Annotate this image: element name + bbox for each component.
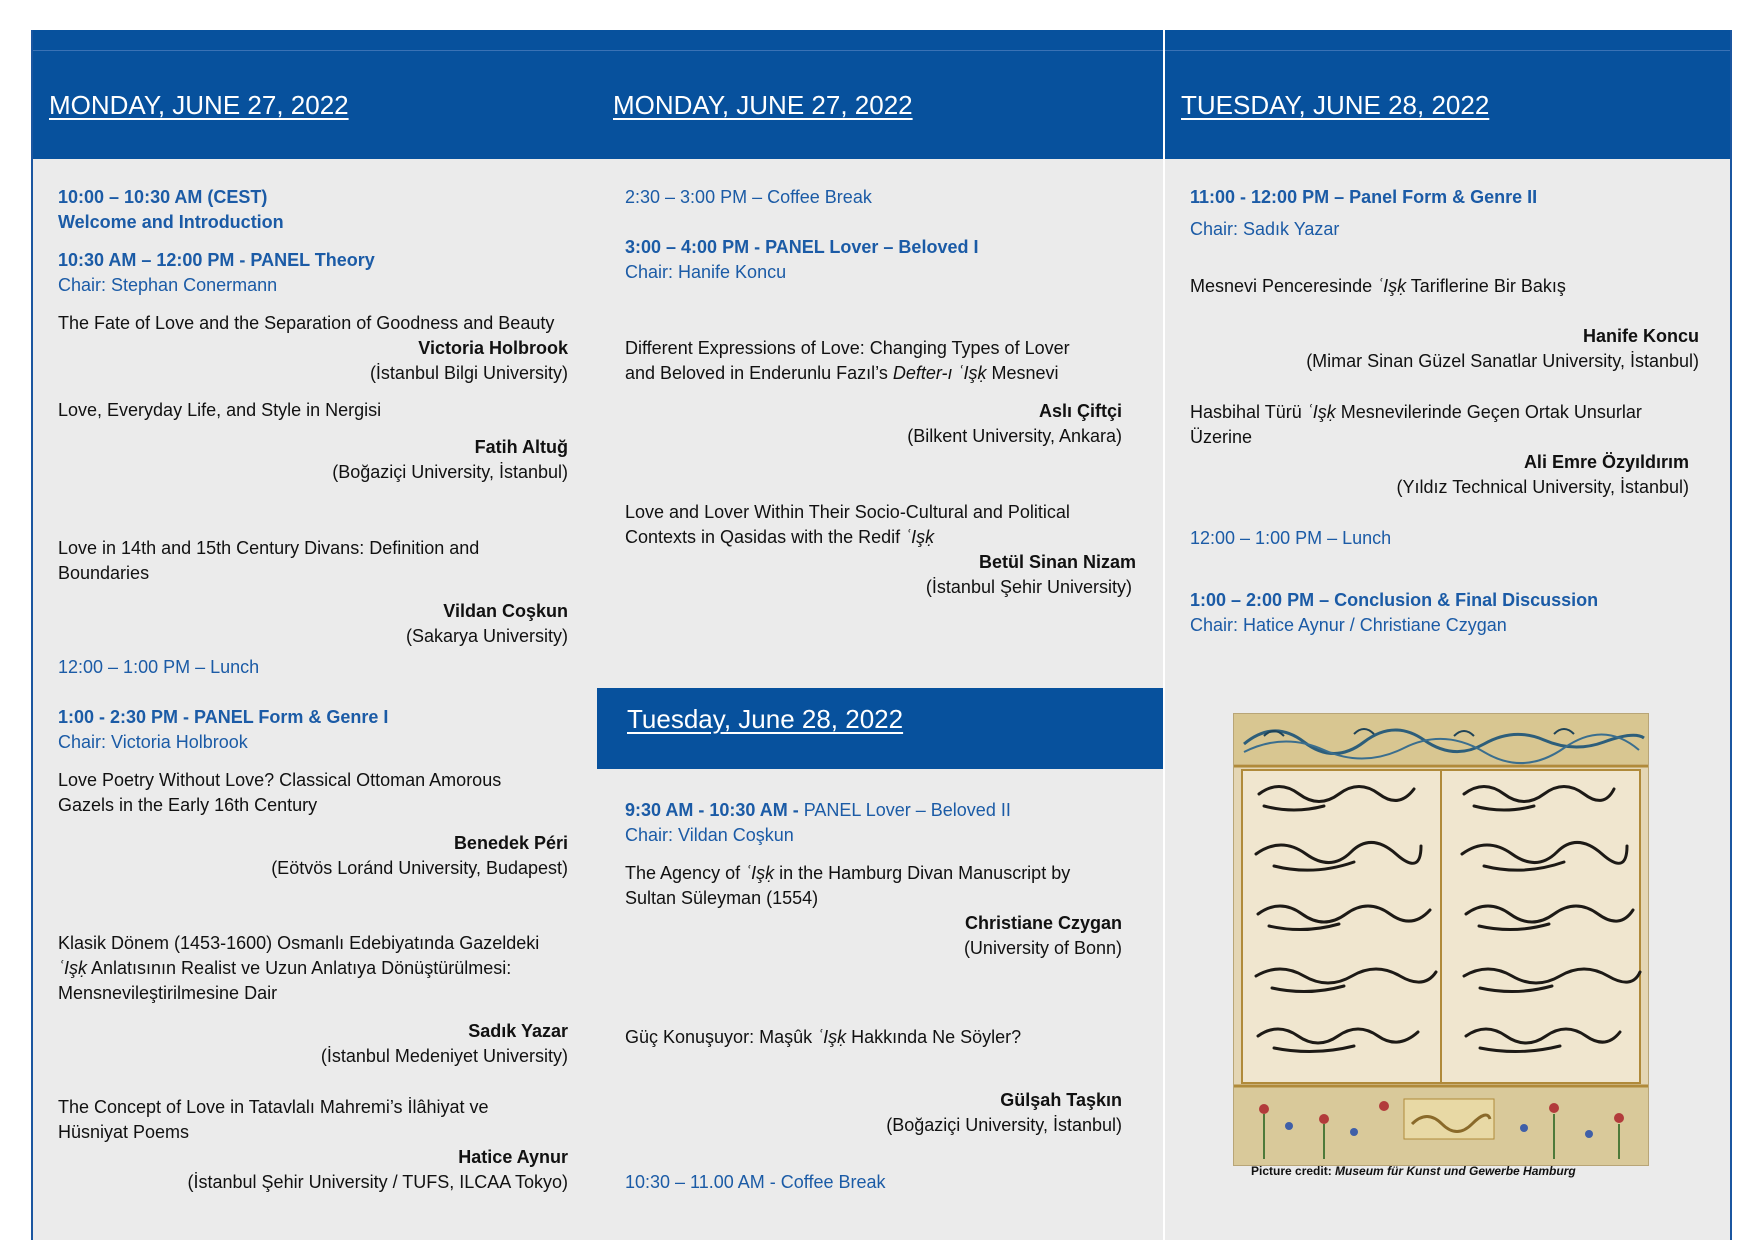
paper-author: Victoria Holbrook bbox=[418, 338, 568, 358]
paper-title-text: Güç Konuşuyor: Maşûk bbox=[625, 1027, 818, 1047]
paper-affiliation: (Mimar Sinan Güzel Sanatlar University, İstanbul) bbox=[1306, 351, 1699, 371]
picture-credit-label: Picture credit: bbox=[1251, 1164, 1336, 1178]
paper-author: Christiane Czygan bbox=[964, 913, 1122, 933]
paper-affiliation: (İstanbul Şehir University / TUFS, ILCAA Tokyo) bbox=[187, 1172, 568, 1192]
paper-title-text: Mesnevilerinde Geçen Ortak Unsurlar bbox=[1335, 402, 1642, 422]
session-title: PANEL Lover – Beloved II bbox=[803, 800, 1011, 820]
header-divider bbox=[597, 50, 1163, 51]
session-chair: Chair: Sadık Yazar bbox=[1190, 219, 1340, 239]
paper-title-line: Gazels in the Early 16th Century bbox=[58, 795, 318, 815]
schedule-column-tuesday bbox=[1165, 30, 1732, 1240]
session-chair: Chair: Victoria Holbrook bbox=[58, 732, 248, 752]
paper-title-line bbox=[625, 861, 1070, 886]
session-time-bold: 9:30 AM - 10:30 AM - bbox=[625, 800, 804, 820]
paper-author: Aslı Çiftçi bbox=[1038, 401, 1122, 421]
paper-title-text: Hasbihal Türü bbox=[1190, 402, 1307, 422]
column-header bbox=[1165, 30, 1730, 159]
paper-author: Ali Emre Özyıldırım bbox=[1523, 452, 1689, 472]
paper-author: Betül Sinan Nizam bbox=[978, 552, 1136, 572]
isk-term: ʿIşḳ bbox=[1306, 402, 1336, 422]
session-chair: Chair: Hanife Koncu bbox=[625, 262, 787, 282]
paper-title-text: Mesnevi bbox=[986, 363, 1059, 383]
paper-title-line: The Concept of Love in Tatavlalı Mahremi’s İlâhiyat ve bbox=[58, 1097, 489, 1117]
paper-title: Love, Everyday Life, and Style in Nergisi bbox=[58, 400, 382, 420]
paper-author: Benedek Péri bbox=[453, 833, 568, 853]
paper-affiliation: (Eötvös Loránd University, Budapest) bbox=[271, 858, 568, 878]
paper-title-line: Love and Lover Within Their Socio-Cultural and Political bbox=[625, 502, 1070, 522]
coffee-break: 2:30 – 3:00 PM – Coffee Break bbox=[625, 187, 872, 207]
paper-title-line bbox=[625, 1025, 1021, 1050]
paper-title-line bbox=[625, 525, 934, 550]
paper-affiliation: (İstanbul Şehir University) bbox=[925, 577, 1132, 597]
paper-title-line: Love Poetry Without Love? Classical Ottoman Amorous bbox=[58, 770, 502, 790]
picture-credit-source: Museum für Kunst und Gewerbe Hamburg bbox=[1335, 1164, 1576, 1178]
session-chair: Chair: Hatice Aynur / Christiane Czygan bbox=[1190, 615, 1507, 635]
session-title: Welcome and Introduction bbox=[58, 212, 284, 232]
paper-title-line: Love in 14th and 15th Century Divans: Definition and bbox=[58, 538, 480, 558]
paper-title-line bbox=[58, 956, 511, 981]
day-subheader bbox=[597, 688, 1163, 769]
isk-term: ʿIşḳ bbox=[1377, 276, 1407, 296]
schedule-column-monday-1 bbox=[31, 30, 597, 1240]
isk-term: ʿIşḳ bbox=[817, 1027, 847, 1047]
schedule-column-monday-2 bbox=[597, 30, 1163, 1240]
paper-author: Fatih Altuğ bbox=[474, 437, 568, 457]
paper-title-line: Üzerine bbox=[1190, 427, 1253, 447]
header-divider bbox=[33, 50, 597, 51]
paper-title: The Fate of Love and the Separation of Goodness and Beauty bbox=[58, 313, 555, 333]
paper-title-text: The Agency of bbox=[625, 863, 746, 883]
day-subheader-title: Tuesday, June 28, 2022 bbox=[627, 704, 904, 734]
session-chair: Chair: Vildan Coşkun bbox=[625, 825, 794, 845]
paper-title-text: Mesnevi Penceresinde bbox=[1190, 276, 1378, 296]
paper-affiliation: (İstanbul Medeniyet University) bbox=[320, 1046, 568, 1066]
paper-affiliation: (Bilkent University, Ankara) bbox=[907, 426, 1122, 446]
isk-term: Defter-ı ʿIşḳ bbox=[892, 363, 987, 383]
picture-credit bbox=[1251, 1164, 1576, 1178]
paper-title-text: and Beloved in Enderunlu Fazıl’s bbox=[625, 363, 893, 383]
paper-title-line: Hüsniyat Poems bbox=[58, 1122, 190, 1142]
session-time: 1:00 - 2:30 PM - PANEL Form & Genre I bbox=[58, 707, 389, 727]
paper-affiliation: (Boğaziçi University, İstanbul) bbox=[886, 1115, 1122, 1135]
session-time: 3:00 – 4:00 PM - PANEL Lover – Beloved I bbox=[625, 237, 979, 257]
manuscript-image bbox=[1233, 713, 1649, 1166]
paper-title-text: Hakkında Ne Söyler? bbox=[846, 1027, 1022, 1047]
session-time: 11:00 - 12:00 PM – Panel Form & Genre II bbox=[1190, 187, 1538, 207]
lunch-break: 12:00 – 1:00 PM – Lunch bbox=[1190, 528, 1392, 548]
session-time: 10:00 – 10:30 AM (CEST) bbox=[58, 187, 268, 207]
session-time: 1:00 – 2:00 PM – Conclusion & Final Discussion bbox=[1190, 590, 1599, 610]
paper-title-line: Klasik Dönem (1453-1600) Osmanlı Edebiyatında Gazeldeki bbox=[58, 933, 540, 953]
isk-term: ʿIşḳ bbox=[58, 958, 87, 978]
paper-author: Gülşah Taşkın bbox=[1000, 1090, 1122, 1110]
paper-title-line: Boundaries bbox=[58, 563, 150, 583]
paper-title-line: Mensnevileştirilmesine Dair bbox=[58, 983, 278, 1003]
paper-title-text: Tariflerine Bir Bakış bbox=[1406, 276, 1566, 296]
paper-author: Hatice Aynur bbox=[458, 1147, 568, 1167]
paper-title-text: Anlatısının Realist ve Uzun Anlatıya Dönüştürülmesi: bbox=[87, 958, 512, 978]
session-time: 10:30 AM – 12:00 PM - PANEL Theory bbox=[58, 250, 375, 270]
paper-title-line bbox=[1190, 274, 1566, 299]
column-header-title: TUESDAY, JUNE 28, 2022 bbox=[1181, 90, 1490, 120]
column-header-title: MONDAY, JUNE 27, 2022 bbox=[49, 90, 349, 120]
isk-term: ʿIşḳ bbox=[745, 863, 775, 883]
paper-title-text: in the Hamburg Divan Manuscript by bbox=[774, 863, 1071, 883]
column-header bbox=[33, 30, 597, 159]
lunch-break: 12:00 – 1:00 PM – Lunch bbox=[58, 657, 260, 677]
paper-author: Hanife Koncu bbox=[1582, 326, 1699, 346]
paper-title-line: Different Expressions of Love: Changing Types of Lover bbox=[625, 338, 1070, 358]
paper-author: Sadık Yazar bbox=[468, 1021, 568, 1041]
paper-title-line bbox=[625, 361, 1059, 386]
manuscript-illustration bbox=[1234, 714, 1648, 1165]
paper-affiliation: (İstanbul Bilgi University) bbox=[369, 363, 568, 383]
session-chair: Chair: Stephan Conermann bbox=[58, 275, 278, 295]
paper-affiliation: (Boğaziçi University, İstanbul) bbox=[332, 462, 568, 482]
session-time bbox=[625, 798, 1011, 823]
isk-term: ʿIşḳ bbox=[905, 527, 935, 547]
paper-title-line: Sultan Süleyman (1554) bbox=[625, 888, 819, 908]
column-header bbox=[597, 30, 1163, 159]
paper-author: Vildan Coşkun bbox=[443, 601, 568, 621]
coffee-break: 10:30 – 11.00 AM - Coffee Break bbox=[625, 1172, 886, 1192]
paper-title-line bbox=[1190, 400, 1642, 425]
column-header-title: MONDAY, JUNE 27, 2022 bbox=[613, 90, 913, 120]
paper-affiliation: (University of Bonn) bbox=[963, 938, 1122, 958]
paper-affiliation: (Sakarya University) bbox=[405, 626, 568, 646]
header-divider bbox=[1165, 50, 1730, 51]
paper-affiliation: (Yıldız Technical University, İstanbul) bbox=[1396, 477, 1689, 497]
paper-title-text: Contexts in Qasidas with the Redif bbox=[625, 527, 906, 547]
